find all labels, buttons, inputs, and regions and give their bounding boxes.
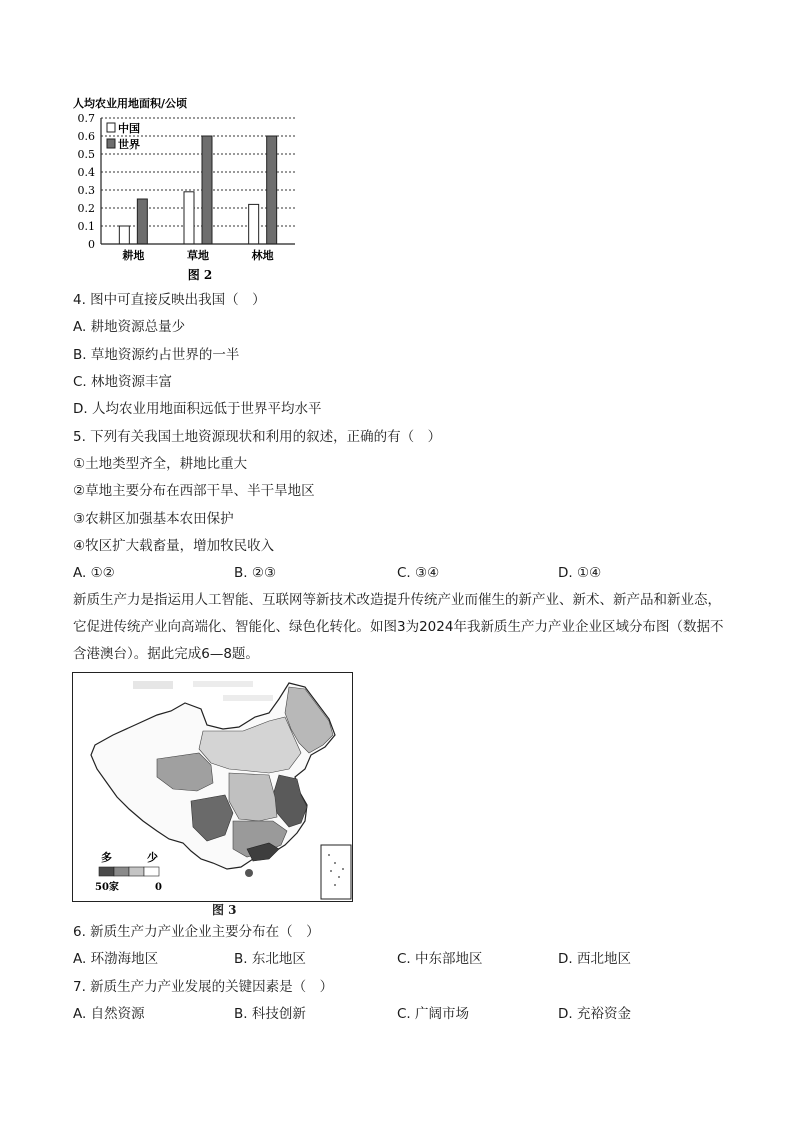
y-tick-labels bbox=[78, 112, 96, 251]
y-axis-label: 人均农业用地面积/公顷 bbox=[73, 97, 188, 110]
q6-option-b[interactable]: B. 东北地区 bbox=[234, 951, 306, 967]
q6-option-c[interactable]: C. 中东部地区 bbox=[397, 951, 483, 967]
bar-耕地-中国 bbox=[119, 226, 129, 244]
q7-option-b[interactable]: B. 科技创新 bbox=[234, 1006, 306, 1022]
q5-statement-1: ①土地类型齐全，耕地比重大 bbox=[73, 456, 248, 472]
q7-stem: 7. 新质生产力产业发展的关键因素是（ ） bbox=[73, 979, 334, 995]
map-frame bbox=[72, 672, 353, 902]
q7-option-d[interactable]: D. 充裕资金 bbox=[558, 1006, 631, 1022]
hainan-island bbox=[245, 869, 253, 877]
figure-3-map bbox=[72, 672, 353, 916]
q6-option-a[interactable]: A. 环渤海地区 bbox=[73, 951, 159, 967]
y-tick-label: 0.4 bbox=[77, 166, 95, 179]
china-map bbox=[73, 673, 352, 901]
q4-option-a[interactable]: A. 耕地资源总量少 bbox=[73, 319, 186, 335]
q4-option-b[interactable]: B. 草地资源约占世界的一半 bbox=[73, 347, 240, 363]
legend-swatch-世界 bbox=[107, 139, 115, 148]
legend-swatch-中国 bbox=[107, 123, 115, 132]
legend-more: 多 bbox=[101, 851, 112, 864]
figure-2-label: 图 2 bbox=[187, 268, 213, 282]
y-tick-label: 0.1 bbox=[77, 220, 95, 233]
legend-min: 0 bbox=[155, 882, 162, 893]
legend-less: 少 bbox=[147, 851, 158, 864]
chart-legend bbox=[107, 121, 140, 151]
y-tick-label: 0.7 bbox=[77, 112, 95, 125]
q5-statement-2: ②草地主要分布在西部干旱、半干旱地区 bbox=[73, 483, 315, 499]
bar-林地-中国 bbox=[249, 204, 259, 244]
x-tick-label: 耕地 bbox=[122, 249, 145, 262]
q5-option-c[interactable]: C. ③④ bbox=[397, 565, 440, 581]
q5-statement-4: ④牧区扩大载畜量，增加牧民收入 bbox=[73, 538, 275, 554]
q5-statement-3: ③农耕区加强基本农田保护 bbox=[73, 511, 234, 527]
y-tick-label: 0.5 bbox=[77, 148, 95, 161]
q4-stem: 4. 图中可直接反映出我国（ ） bbox=[73, 292, 266, 308]
bar-耕地-世界 bbox=[137, 199, 147, 244]
intro-paragraph: 新质生产力是指运用人工智能、互联网等新技术改造提升传统产业而催生的新产业、新术、新产品和新业态，它促进传统产业向高端化、智能化、绿色化转化。如图3为2024年我新质生产力产业企业区域分布图（数据不含港澳台）。据此完成6—8题。 bbox=[73, 592, 724, 662]
x-tick-labels bbox=[122, 248, 273, 262]
q5-option-d[interactable]: D. ①④ bbox=[558, 565, 602, 581]
legend-label-中国: 中国 bbox=[118, 122, 140, 135]
legend-label-世界: 世界 bbox=[118, 138, 140, 151]
y-tick-label: 0.3 bbox=[77, 184, 95, 197]
q5-option-a[interactable]: A. ①② bbox=[73, 565, 115, 581]
bar-林地-世界 bbox=[267, 136, 277, 244]
x-tick-label: 林地 bbox=[251, 249, 274, 262]
q5-stem: 5. 下列有关我国土地资源现状和利用的叙述，正确的有（ ） bbox=[73, 429, 442, 445]
q7-option-c[interactable]: C. 广阔市场 bbox=[397, 1006, 470, 1022]
q5-option-b[interactable]: B. ②③ bbox=[234, 565, 277, 581]
y-tick-label: 0.2 bbox=[77, 202, 95, 215]
bar-草地-中国 bbox=[184, 192, 194, 244]
q7-option-a[interactable]: A. 自然资源 bbox=[73, 1006, 145, 1022]
south-china-sea-inset bbox=[321, 845, 351, 899]
y-tick-label: 0 bbox=[88, 238, 95, 251]
legend-swatches bbox=[99, 867, 159, 876]
figure-3-label: 图 3 bbox=[212, 903, 237, 917]
q6-stem: 6. 新质生产力产业企业主要分布在（ ） bbox=[73, 924, 320, 940]
y-tick-label: 0.6 bbox=[77, 130, 95, 143]
bar-草地-世界 bbox=[202, 136, 212, 244]
region-central bbox=[229, 773, 277, 821]
figure-2-bar-chart bbox=[63, 96, 308, 286]
x-tick-label: 草地 bbox=[187, 249, 209, 262]
q4-option-d[interactable]: D. 人均农业用地面积远低于世界平均水平 bbox=[73, 401, 322, 417]
legend-max: 50家 bbox=[95, 882, 119, 893]
q4-option-c[interactable]: C. 林地资源丰富 bbox=[73, 374, 173, 390]
q6-option-d[interactable]: D. 西北地区 bbox=[558, 951, 631, 967]
